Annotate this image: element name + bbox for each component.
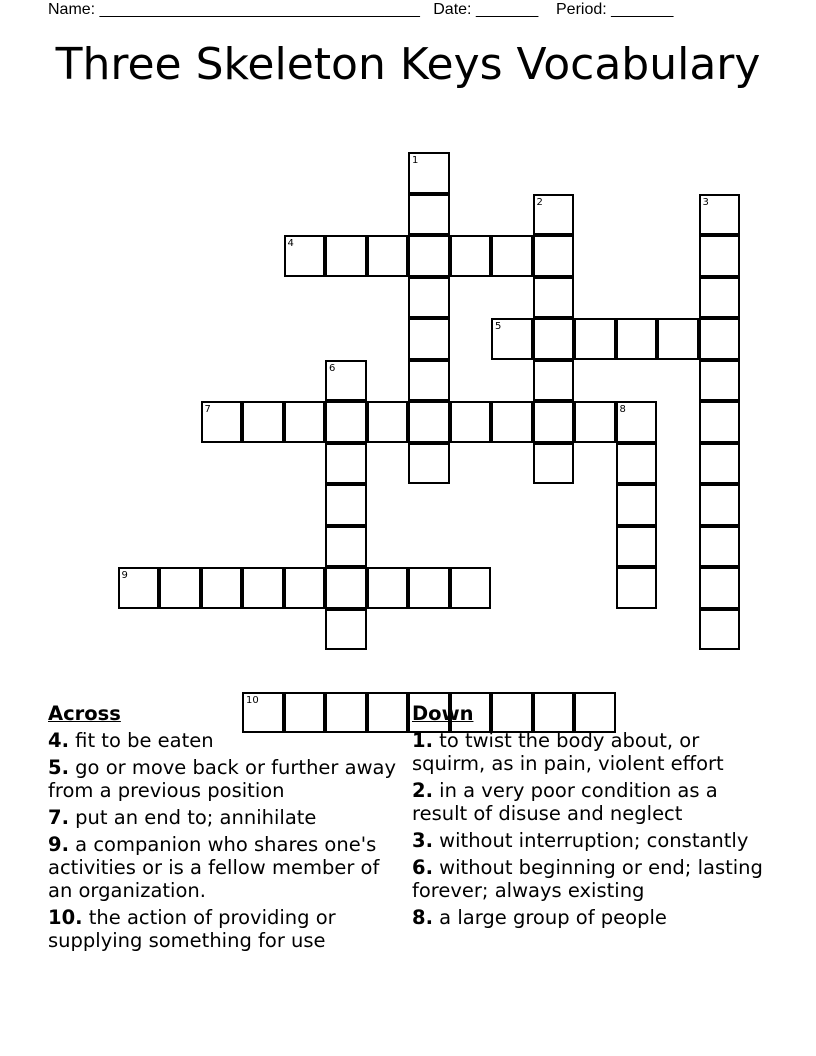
grid-cell[interactable] — [574, 318, 616, 360]
across-clue — [48, 729, 398, 752]
across-clue — [48, 806, 398, 829]
grid-cell[interactable] — [408, 277, 450, 319]
clue-number-label: 9 — [121, 570, 128, 581]
grid-cell[interactable] — [325, 484, 367, 526]
down-clue — [412, 829, 772, 852]
down-clue — [412, 906, 772, 929]
grid-cell[interactable] — [408, 567, 450, 609]
clue-text: to twist the body about, or squirm, as in pain, violent effort — [412, 729, 724, 775]
grid-cell[interactable] — [533, 360, 575, 402]
clue-number: 3. — [412, 829, 433, 852]
grid-cell[interactable] — [616, 401, 658, 443]
grid-cell[interactable] — [533, 194, 575, 236]
grid-cell[interactable] — [201, 401, 243, 443]
clue-number-label: 5 — [495, 321, 502, 332]
grid-cell[interactable] — [367, 401, 409, 443]
grid-cell[interactable] — [533, 277, 575, 319]
grid-cell[interactable] — [201, 567, 243, 609]
grid-cell[interactable] — [242, 567, 284, 609]
grid-cell[interactable] — [325, 609, 367, 651]
grid-cell[interactable] — [325, 443, 367, 485]
clue-number-label: 3 — [702, 196, 709, 208]
across-clue — [48, 833, 398, 902]
grid-cell[interactable] — [118, 567, 160, 609]
grid-cell[interactable] — [408, 152, 450, 194]
grid-cell[interactable] — [284, 401, 326, 443]
clue-number-label: 7 — [204, 404, 211, 415]
grid-cell[interactable] — [450, 235, 492, 277]
clue-number: 2. — [412, 779, 433, 802]
clue-number: 4. — [48, 729, 69, 752]
across-clues — [48, 702, 398, 956]
clue-number-label: 4 — [287, 238, 294, 249]
clue-text: go or move back or further away from a previous position — [48, 756, 397, 802]
grid-cell[interactable] — [367, 235, 409, 277]
across-clue — [48, 906, 398, 952]
clue-number: 9. — [48, 833, 69, 856]
grid-cell[interactable] — [699, 567, 741, 609]
grid-cell[interactable] — [450, 401, 492, 443]
grid-cell[interactable] — [325, 526, 367, 568]
grid-cell[interactable] — [616, 526, 658, 568]
grid-cell[interactable] — [616, 443, 658, 485]
grid-cell[interactable] — [242, 401, 284, 443]
across-heading: Across — [48, 702, 121, 725]
clue-text: without beginning or end; lasting forever; always existing — [412, 856, 763, 902]
clue-number: 1. — [412, 729, 433, 752]
clue-number-label: 2 — [536, 196, 543, 208]
grid-cell[interactable] — [284, 235, 326, 277]
grid-cell[interactable] — [699, 484, 741, 526]
clue-number: 8. — [412, 906, 433, 929]
grid-cell[interactable] — [699, 443, 741, 485]
clue-number-label: 10 — [246, 694, 259, 706]
grid-cell[interactable] — [450, 567, 492, 609]
grid-cell[interactable] — [408, 194, 450, 236]
grid-cell[interactable] — [533, 443, 575, 485]
grid-cell[interactable] — [533, 235, 575, 277]
down-clue — [412, 729, 772, 775]
down-heading: Down — [412, 702, 474, 725]
grid-cell[interactable] — [491, 401, 533, 443]
page-title: Three Skeleton Keys Vocabulary — [55, 39, 761, 90]
grid-cell[interactable] — [699, 360, 741, 402]
clue-number-label: 1 — [412, 155, 419, 166]
grid-cell[interactable] — [699, 318, 741, 360]
clue-number: 6. — [412, 856, 433, 879]
down-clue — [412, 779, 772, 825]
clue-text: the action of providing or supplying something for use — [48, 906, 336, 952]
grid-cell[interactable] — [699, 401, 741, 443]
clue-text: a companion who shares one's activities or is a fellow member of an organization. — [48, 833, 380, 902]
grid-cell[interactable] — [325, 401, 367, 443]
grid-cell[interactable] — [408, 318, 450, 360]
grid-cell[interactable] — [491, 318, 533, 360]
grid-cell[interactable] — [408, 235, 450, 277]
down-clues — [412, 702, 772, 933]
clue-number: 10. — [48, 906, 83, 929]
grid-cell[interactable] — [367, 567, 409, 609]
grid-cell[interactable] — [574, 401, 616, 443]
across-clue — [48, 756, 398, 802]
clue-number: 5. — [48, 756, 69, 779]
clue-number-label: 6 — [329, 362, 336, 374]
grid-cell[interactable] — [699, 194, 741, 236]
grid-cell[interactable] — [657, 318, 699, 360]
grid-cell[interactable] — [491, 235, 533, 277]
grid-cell[interactable] — [616, 318, 658, 360]
grid-cell[interactable] — [408, 401, 450, 443]
grid-cell[interactable] — [325, 360, 367, 402]
clue-text: a large group of people — [432, 906, 667, 929]
clue-text: in a very poor condition as a result of disuse and neglect — [412, 779, 718, 825]
down-clue — [412, 856, 772, 902]
header-fields: Name: ____________________________________ Date: _______ Period: _______ — [48, 1, 674, 18]
grid-cell[interactable] — [325, 235, 367, 277]
grid-cell[interactable] — [616, 484, 658, 526]
clue-text: put an end to; annihilate — [68, 806, 317, 829]
clue-number-label: 8 — [619, 404, 626, 415]
grid-cell[interactable] — [533, 318, 575, 360]
grid-cell[interactable] — [325, 567, 367, 609]
grid-cell[interactable] — [408, 360, 450, 402]
grid-cell[interactable] — [699, 526, 741, 568]
grid-cell[interactable] — [284, 567, 326, 609]
grid-cell[interactable] — [408, 443, 450, 485]
clue-text: fit to be eaten — [68, 729, 214, 752]
grid-cell[interactable] — [699, 235, 741, 277]
grid-cell[interactable] — [699, 277, 741, 319]
grid-cell[interactable] — [699, 609, 741, 651]
grid-cell[interactable] — [533, 401, 575, 443]
clue-text: without interruption; constantly — [432, 829, 749, 852]
grid-cell[interactable] — [616, 567, 658, 609]
clue-number: 7. — [48, 806, 69, 829]
grid-cell[interactable] — [159, 567, 201, 609]
